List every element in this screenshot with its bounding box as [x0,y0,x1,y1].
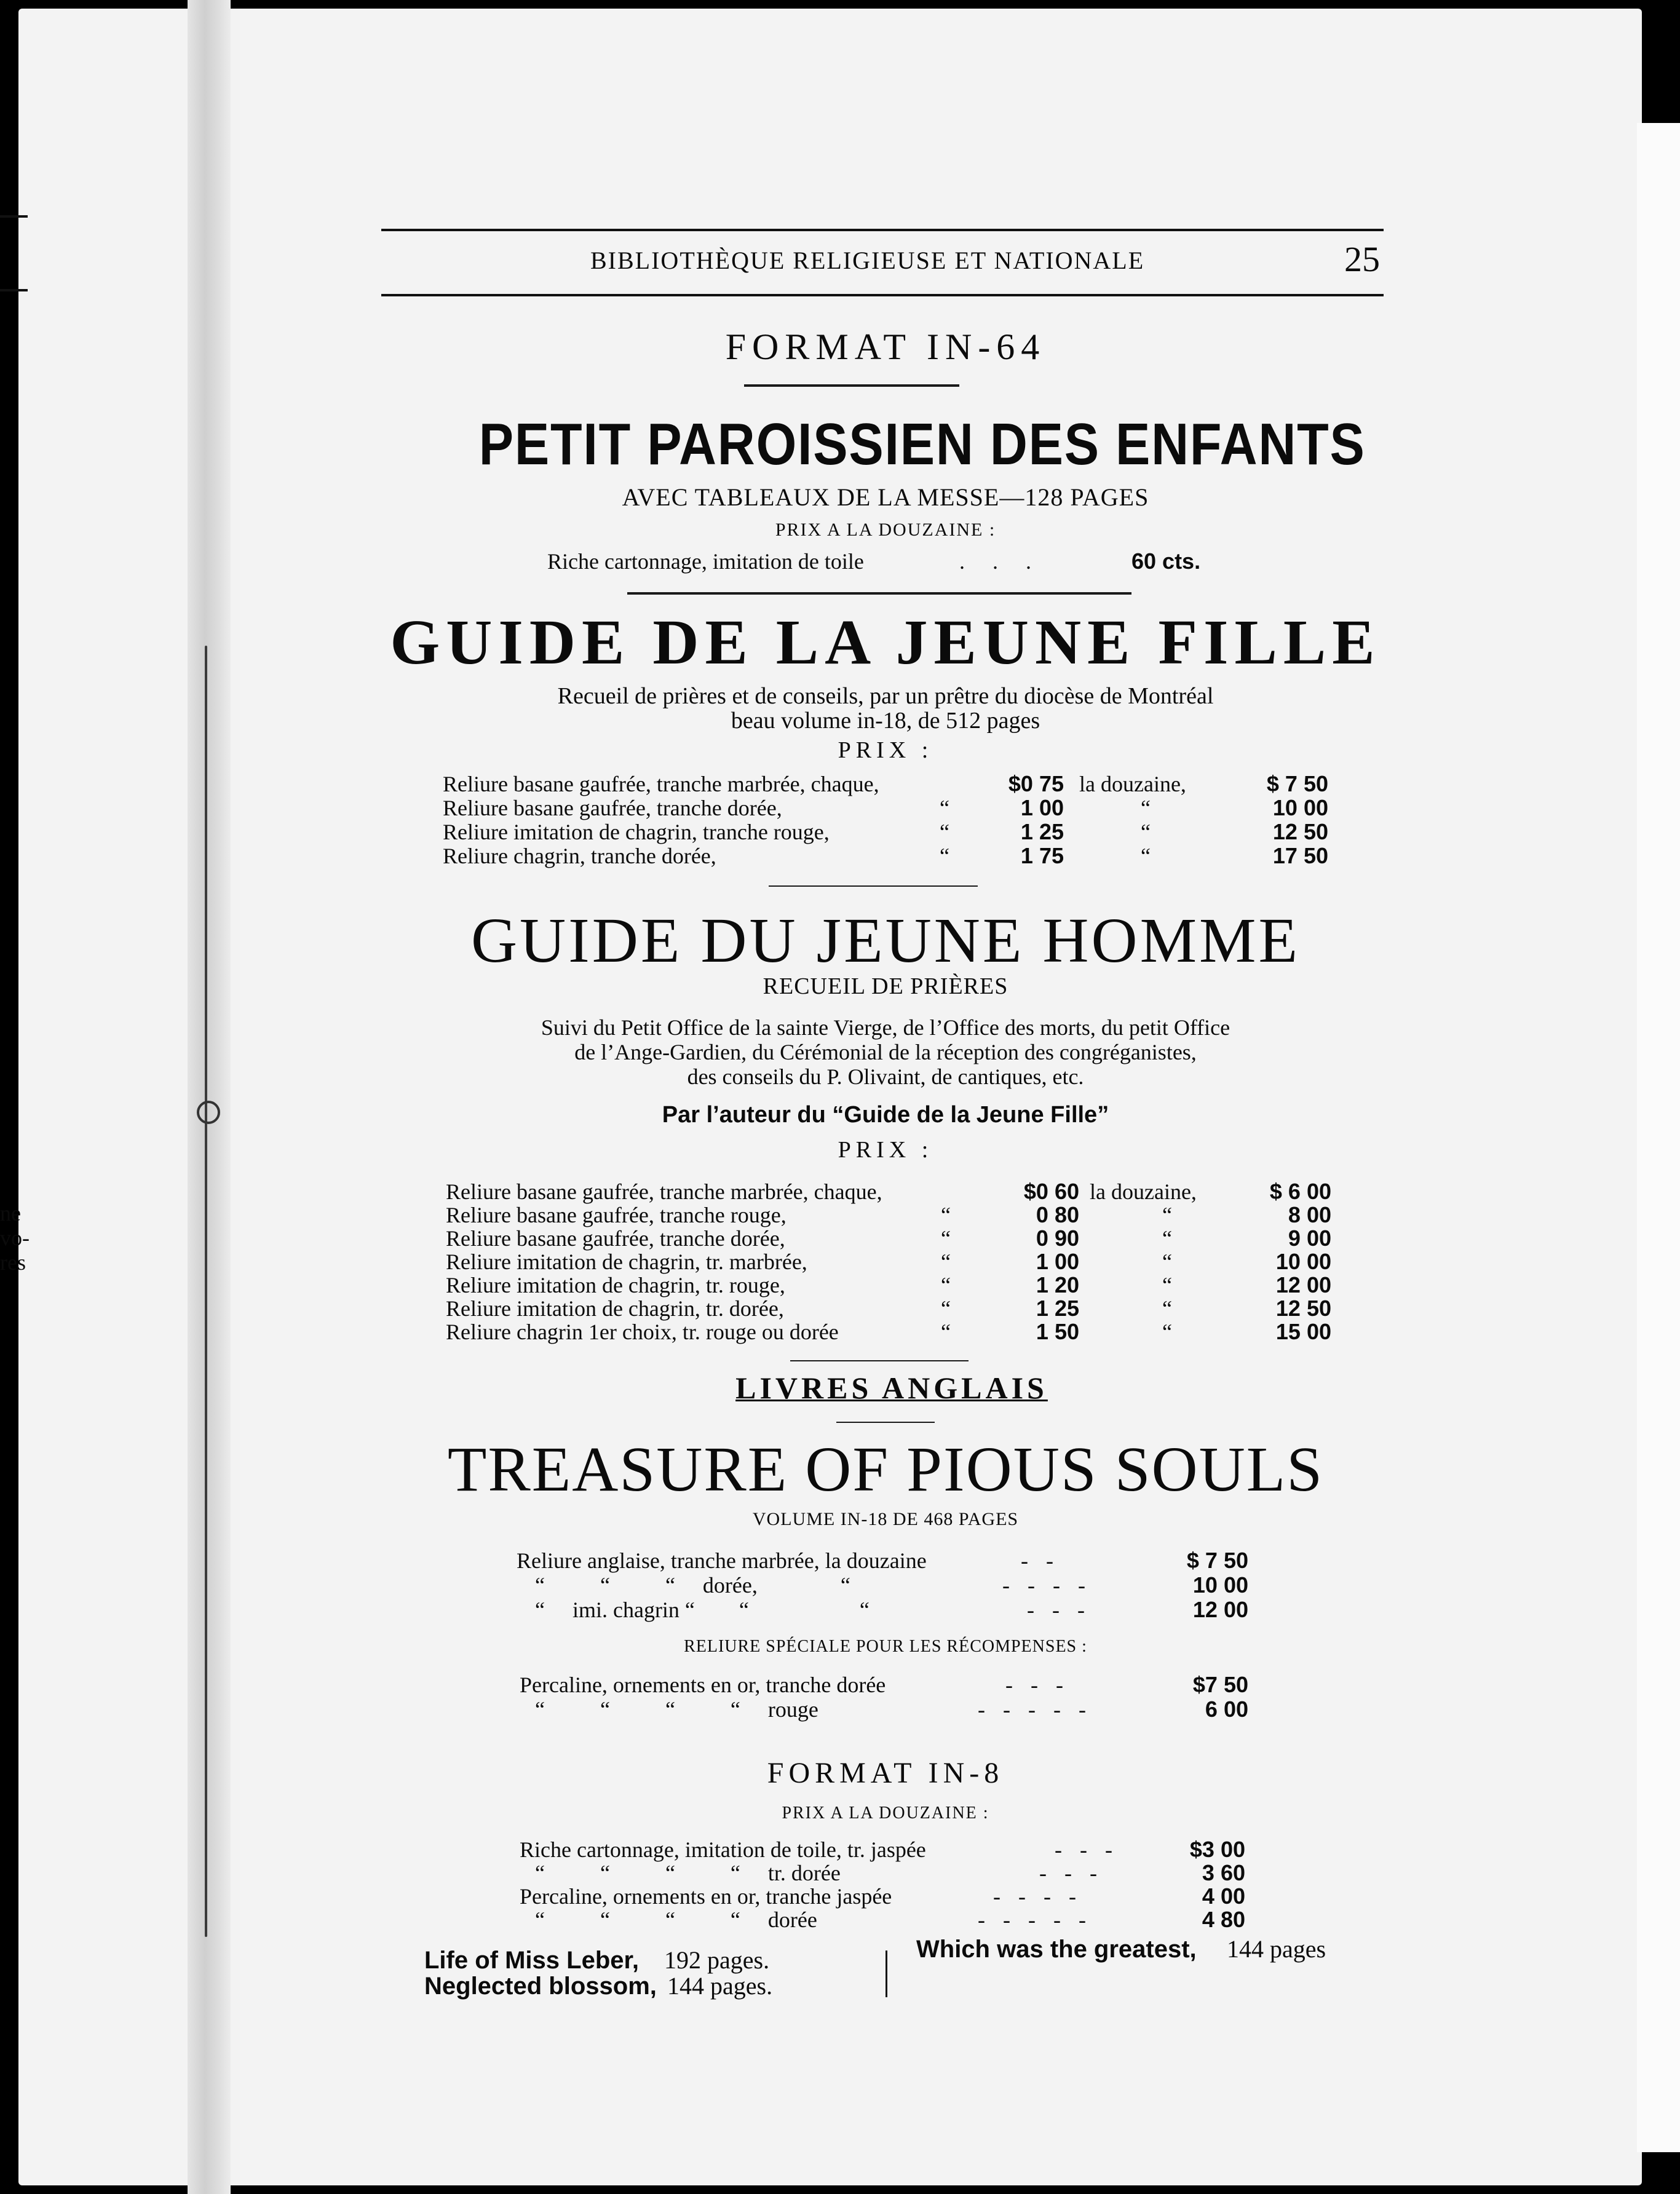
english-title-pages: 144 pages [1227,1935,1326,1963]
english-title: Life of Miss Leber, [424,1947,639,1974]
price-row-label: Percaline, ornements en or, tranche jaspée [520,1884,892,1909]
leader-dots: - - - - [993,1884,1082,1909]
english-title-pages: 144 pages. [667,1972,773,2000]
leader-dots: - - - [1027,1598,1091,1622]
price-row [547,549,1224,574]
leader-dots: - - - [1005,1673,1069,1697]
price-row-label: “ “ “ “ dorée [535,1907,817,1932]
book-description: Suivi du Petit Office de la sainte Vierge, de l’Office des morts, du petit Office [541,1015,1230,1040]
leader-dots: - - - [1055,1837,1119,1862]
ditto-mark: “ [940,844,949,868]
format-heading: FORMAT IN-64 [725,327,1046,367]
english-title-entry [424,1974,855,2001]
ditto-mark: “ [1162,1320,1172,1344]
prev-page-rule [0,215,28,218]
book-subtitle: VOLUME IN-18 DE 468 PAGES [752,1509,1019,1529]
price-row [443,771,1328,796]
dozen-price: 4 00 [1202,1883,1245,1909]
header-rule-bottom [381,294,1384,296]
book-title: TREASURE OF PIOUS SOULS [447,1434,1324,1505]
section-rule [627,592,1131,595]
english-title-pages: 192 pages. [664,1946,770,1974]
price-row-label: Reliure basane gaufrée, tranche rouge, [446,1203,787,1227]
dozen-price: 17 50 [1272,843,1328,868]
english-title: Neglected blossom, [424,1973,657,2000]
price-row-label: “ “ “ dorée, “ [535,1573,850,1598]
ditto-mark: “ [1162,1296,1172,1321]
ditto-mark: “ [941,1203,951,1227]
unit-price: 1 50 [1036,1319,1079,1344]
dozen-price: 9 00 [1288,1226,1331,1251]
leader-dots: - - [1021,1548,1060,1573]
ditto-mark: “ [1141,796,1151,820]
binding-stitch-knot [197,1101,220,1124]
price-row-label: Reliure basane gaufrée, tranche dorée, [443,796,782,820]
price-row-label: Reliure basane gaufrée, tranche marbrée, chaque, [446,1179,882,1204]
price-row [443,795,1328,820]
price-row [535,1861,1254,1885]
dozen-price: 12 00 [1275,1272,1331,1297]
price-label: PRIX A LA DOUZAINE : [782,1804,989,1823]
ditto-mark: “ [941,1296,951,1321]
ditto-mark: “ [941,1249,951,1274]
dozen-price: $ 7 50 [1186,1548,1248,1573]
section-rule [790,1360,969,1361]
unit-price: 1 00 [1036,1249,1079,1274]
price-row [535,1573,1254,1598]
price-row-label: Reliure chagrin 1er choix, tr. rouge ou dorée [446,1320,839,1344]
price-row-label: Riche cartonnage, imitation de toile, tr. jaspée [520,1837,926,1862]
dozen-label: la douzaine, [1079,772,1186,796]
price-row [443,819,1328,844]
price-row [520,1884,1258,1909]
dozen-price: 6 00 [1205,1697,1248,1722]
book-description: beau volume in-18, de 512 pages [731,708,1040,734]
english-title: Which was the greatest, [916,1936,1197,1963]
price-row-label: “ “ “ “ tr. dorée [535,1861,841,1885]
column-divider [886,1950,887,1997]
price-row-label: Reliure basane gaufrée, tranche dorée, [446,1226,785,1251]
book-title: PETIT PAROISSIEN DES ENFANTS [478,411,1366,477]
dozen-price: $ 7 50 [1266,771,1328,796]
ditto-mark: “ [1141,844,1151,868]
price-row [446,1249,1331,1274]
binding-stitch [205,646,207,1937]
book-gutter [188,0,231,2194]
dozen-price: $3 00 [1189,1837,1245,1862]
price-row-label: Reliure imitation de chagrin, tr. marbrée, [446,1249,807,1274]
book-description: des conseils du P. Olivaint, de cantiques, etc. [687,1064,1084,1089]
price-row-label: Reliure chagrin, tranche dorée, [443,844,716,868]
book-title: GUIDE DU JEUNE HOMME [470,905,1301,976]
ditto-mark: “ [940,796,949,820]
unit-price: 1 20 [1036,1272,1079,1297]
leader-dots: - - - - - [978,1907,1092,1932]
header-rule-top [381,229,1384,231]
price-row-label: Reliure basane gaufrée, tranche marbrée, chaque, [443,772,879,796]
format-heading: FORMAT IN-8 [767,1757,1004,1789]
price-row-label: “ imi. chagrin “ “ “ [535,1598,870,1622]
price-row-label: Reliure anglaise, tranche marbrée, la douzaine [517,1548,927,1573]
dozen-price: 8 00 [1288,1202,1331,1227]
price-heading: PRIX : [838,1137,933,1163]
book-subtitle: AVEC TABLEAUX DE LA MESSE—128 PAGES [622,483,1149,511]
price-row [520,1673,1258,1697]
dozen-price: 4 80 [1202,1907,1245,1932]
section-rule [836,1422,935,1423]
dozen-label: la douzaine, [1090,1179,1197,1204]
price-row [446,1202,1331,1227]
dozen-price: 12 50 [1272,819,1328,844]
price-row-label: Riche cartonnage, imitation de toile [547,549,864,574]
dozen-price: $7 50 [1192,1672,1248,1697]
price-row-label: “ “ “ “ rouge [535,1697,818,1722]
ditto-mark: “ [1162,1249,1172,1274]
special-binding-label: RELIURE SPÉCIALE POUR LES RÉCOMPENSES : [684,1637,1087,1656]
unit-price: $0 60 [1023,1179,1079,1204]
price-label: PRIX A LA DOUZAINE : [775,520,996,540]
ditto-mark: “ [1162,1226,1172,1251]
book-title: GUIDE DE LA JEUNE FILLE [390,607,1381,678]
price-row [446,1272,1331,1297]
leader-dots: - - - - [1002,1573,1092,1598]
section-rule [769,885,978,887]
book-description: de l’Ange-Gardien, du Cérémonial de la réception des congréganistes, [574,1040,1197,1064]
price-row-label: Percaline, ornements en or, tranche dorée [520,1673,886,1697]
dozen-price: 10 00 [1275,1249,1331,1274]
price-row [520,1837,1258,1862]
ditto-mark: “ [940,820,949,844]
unit-price: 1 75 [1020,843,1064,868]
ditto-mark: “ [1162,1203,1172,1227]
price-row-label: Reliure imitation de chagrin, tr. rouge, [446,1273,785,1297]
price-row [443,843,1328,868]
english-title-entry [424,1948,855,1975]
price-row [446,1319,1331,1344]
unit-price: 0 90 [1036,1226,1079,1251]
prev-page-rule [0,289,28,291]
price-value: 60 cts. [1131,548,1201,574]
ditto-mark: “ [941,1226,951,1251]
ditto-mark: “ [941,1273,951,1297]
prev-page-fragment: ne [0,1201,21,1226]
ditto-mark: “ [941,1320,951,1344]
page-number: 25 [1344,239,1380,279]
price-row [535,1598,1254,1622]
unit-price: 1 00 [1020,795,1064,820]
price-row [535,1697,1254,1722]
leader-dots: - - - [1039,1861,1103,1885]
author-credit: Par l’auteur du “Guide de la Jeune Fille” [662,1102,1109,1128]
ditto-mark: “ [1141,820,1151,844]
ditto-mark: “ [1162,1273,1172,1297]
price-row [517,1548,1254,1573]
dozen-price: 3 60 [1202,1860,1245,1885]
dozen-price: 10 00 [1192,1572,1248,1598]
dozen-price: 12 50 [1275,1296,1331,1321]
section-rule [744,384,959,387]
price-row [446,1179,1331,1204]
book-description: Recueil de prières et de conseils, par un prêtre du diocèse de Montréal [557,683,1214,709]
price-heading: PRIX : [838,737,933,763]
dozen-price: 15 00 [1275,1319,1331,1344]
dozen-price: 12 00 [1192,1597,1248,1622]
unit-price: $0 75 [1008,771,1064,796]
section-heading: LIVRES ANGLAIS [735,1371,1048,1405]
unit-price: 0 80 [1036,1202,1079,1227]
prev-page-fragment: res [0,1250,26,1275]
dozen-price: 10 00 [1272,795,1328,820]
price-row [535,1907,1254,1932]
running-head [381,239,1384,280]
price-row [446,1226,1331,1251]
unit-price: 1 25 [1020,819,1064,844]
dozen-price: $ 6 00 [1269,1179,1331,1204]
running-title: BIBLIOTHÈQUE RELIGIEUSE ET NATIONALE [590,247,1145,274]
prev-page-fragment: vo- [0,1226,30,1250]
unit-price: 1 25 [1036,1296,1079,1321]
english-title-entry [916,1937,1384,1964]
leader-dots: . . . [959,549,1042,574]
book-subtitle: RECUEIL DE PRIÈRES [763,973,1008,999]
price-row-label: Reliure imitation de chagrin, tr. dorée, [446,1296,784,1321]
price-row-label: Reliure imitation de chagrin, tranche rouge, [443,820,830,844]
page-edge [1637,123,1680,2152]
price-row [446,1296,1331,1321]
leader-dots: - - - - - [978,1697,1092,1722]
